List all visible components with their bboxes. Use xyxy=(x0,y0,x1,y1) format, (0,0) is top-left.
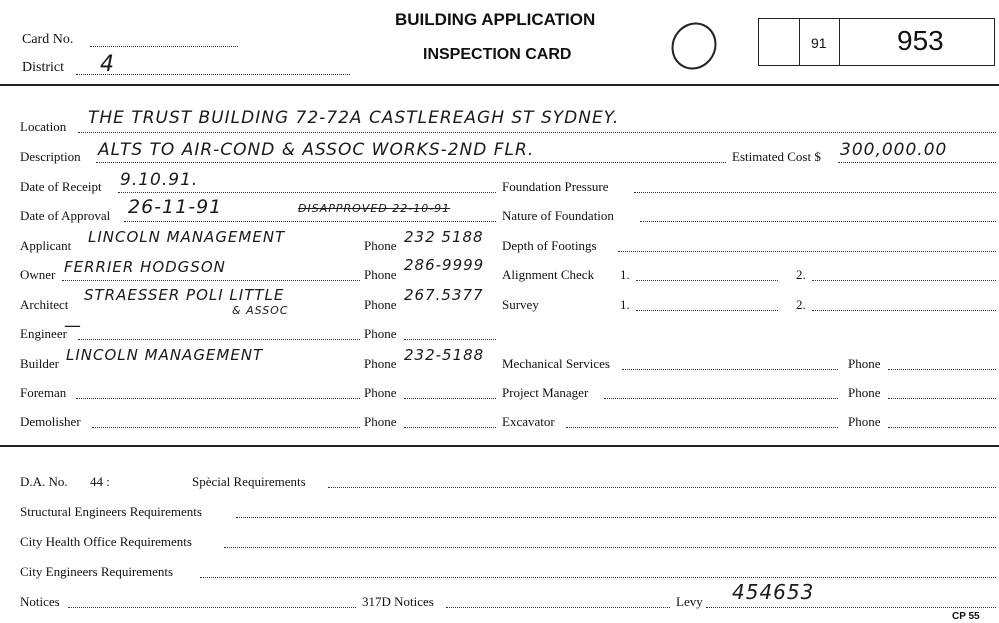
location-line xyxy=(78,132,996,133)
structural-field[interactable] xyxy=(236,517,996,518)
survey-2-field[interactable] xyxy=(812,310,996,311)
foundation-pressure-field[interactable] xyxy=(634,192,996,193)
builder-phone-label: Phone xyxy=(364,356,397,371)
alignment-1-field[interactable] xyxy=(636,280,778,281)
notices-317-label: 317D Notices xyxy=(362,594,434,609)
location-label: Location xyxy=(20,119,67,134)
owner-phone-label: Phone xyxy=(364,267,397,282)
alignment-2-field[interactable] xyxy=(812,280,996,281)
health-label: City Health Office Requirements xyxy=(20,534,192,549)
owner-value[interactable]: FERRIER HODGSON xyxy=(64,258,226,276)
circle-mark xyxy=(663,14,725,78)
levy-value: 454653 xyxy=(732,580,815,604)
applicant-value[interactable]: LINCOLN MANAGEMENT xyxy=(88,228,286,246)
city-eng-label: City Engineers Requirements xyxy=(20,564,174,579)
district-field[interactable] xyxy=(76,74,350,75)
alignment-label: Alignment Check xyxy=(502,267,595,282)
applicant-phone[interactable]: 232 5188 xyxy=(404,228,484,246)
depth-footings-field[interactable] xyxy=(618,251,996,252)
nature-foundation-label: Nature of Foundation xyxy=(502,208,614,223)
approval-line xyxy=(124,221,496,222)
notices-label: Notices xyxy=(20,594,60,609)
levy-label: Levy xyxy=(676,594,703,609)
da-value: 44 : xyxy=(90,474,110,489)
foreman-phone-label: Phone xyxy=(364,385,397,400)
architect-value[interactable]: STRAESSER POLI LITTLE xyxy=(84,286,285,304)
district-label: District xyxy=(22,60,64,75)
city-eng-field[interactable] xyxy=(200,577,996,578)
excavator-field[interactable] xyxy=(566,427,838,428)
foreman-label: Foreman xyxy=(20,385,67,400)
foreman-phone-field[interactable] xyxy=(404,398,496,399)
project-manager-phone-label: Phone xyxy=(848,385,881,400)
excavator-phone-label: Phone xyxy=(848,414,881,429)
survey-2: 2. xyxy=(796,297,806,312)
special-field[interactable] xyxy=(328,487,996,488)
foundation-pressure-label: Foundation Pressure xyxy=(502,179,609,194)
architect-value2: & ASSOC xyxy=(232,304,289,317)
date-approval-label: Date of Approval xyxy=(20,208,111,223)
structural-label: Structural Engineers Requirements xyxy=(20,504,202,519)
alignment-1: 1. xyxy=(620,267,630,282)
receipt-line xyxy=(118,192,496,193)
engineer-value[interactable]: — xyxy=(64,316,82,336)
survey-1-field[interactable] xyxy=(636,310,778,311)
demolisher-field[interactable] xyxy=(92,427,360,428)
health-field[interactable] xyxy=(224,547,996,548)
owner-line xyxy=(62,280,360,281)
estimated-cost-label: Estimated Cost $ xyxy=(732,149,821,164)
description-line xyxy=(96,162,726,163)
engineer-label: Engineer xyxy=(20,326,67,341)
mechanical-phone-label: Phone xyxy=(848,356,881,371)
middle-rule xyxy=(0,445,999,447)
special-label: Spècial Requirements xyxy=(192,474,306,489)
nature-foundation-field[interactable] xyxy=(640,221,996,222)
engineer-phone-field[interactable] xyxy=(404,339,496,340)
owner-label: Owner xyxy=(20,267,56,282)
applicant-phone-label: Phone xyxy=(364,238,397,253)
cost-line xyxy=(838,162,996,163)
date-approval-struck: DISAPPROVED 22-10-91 xyxy=(298,202,451,215)
mechanical-phone-field[interactable] xyxy=(888,369,996,370)
excavator-label: Excavator xyxy=(502,414,555,429)
card-no-field[interactable] xyxy=(90,46,238,47)
date-approval-value[interactable]: 26-11-91 xyxy=(128,196,223,218)
notices-317-field[interactable] xyxy=(446,607,670,608)
mechanical-field[interactable] xyxy=(622,369,838,370)
architect-phone-label: Phone xyxy=(364,297,397,312)
card-no-label: Card No. xyxy=(22,32,74,47)
survey-1: 1. xyxy=(620,297,630,312)
foreman-field[interactable] xyxy=(76,398,360,399)
mechanical-label: Mechanical Services xyxy=(502,356,610,371)
engineer-phone-label: Phone xyxy=(364,326,397,341)
notices-field[interactable] xyxy=(68,607,356,608)
alignment-2: 2. xyxy=(796,267,806,282)
date-receipt-value[interactable]: 9.10.91. xyxy=(120,170,199,190)
card-number-box xyxy=(758,18,995,66)
form-code: CP 55 xyxy=(952,611,980,622)
owner-phone[interactable]: 286-9999 xyxy=(404,256,485,274)
engineer-line xyxy=(78,339,360,340)
depth-footings-label: Depth of Footings xyxy=(502,238,597,253)
title-line1: BUILDING APPLICATION xyxy=(395,10,596,29)
demolisher-label: Demolisher xyxy=(20,414,81,429)
demolisher-phone-label: Phone xyxy=(364,414,397,429)
description-value[interactable]: ALTS TO AIR-COND & ASSOC WORKS-2ND FLR. xyxy=(98,140,535,160)
title-line2: INSPECTION CARD xyxy=(423,46,572,63)
estimated-cost-value[interactable]: 300,000.00 xyxy=(840,140,948,160)
levy-field[interactable] xyxy=(706,607,996,608)
architect-label: Architect xyxy=(20,297,69,312)
architect-phone[interactable]: 267.5377 xyxy=(404,286,484,304)
project-manager-label: Project Manager xyxy=(502,385,589,400)
date-receipt-label: Date of Receipt xyxy=(20,179,102,194)
demolisher-phone-field[interactable] xyxy=(404,427,496,428)
builder-phone[interactable]: 232-5188 xyxy=(404,346,485,364)
header-rule xyxy=(0,84,999,86)
year-value: 91 xyxy=(811,35,827,51)
district-value: 4 xyxy=(100,52,115,77)
project-manager-field[interactable] xyxy=(604,398,838,399)
survey-label: Survey xyxy=(502,297,539,312)
builder-label: Builder xyxy=(20,356,59,371)
da-label: D.A. No. xyxy=(20,474,68,489)
description-label: Description xyxy=(20,149,81,164)
builder-value[interactable]: LINCOLN MANAGEMENT xyxy=(66,346,264,364)
excavator-phone-field[interactable] xyxy=(888,427,996,428)
project-manager-phone-field[interactable] xyxy=(888,398,996,399)
number-value: 953 xyxy=(897,25,944,56)
applicant-label: Applicant xyxy=(20,238,72,253)
location-value[interactable]: THE TRUST BUILDING 72-72A CASTLEREAGH ST SYDNEY. xyxy=(88,108,620,128)
